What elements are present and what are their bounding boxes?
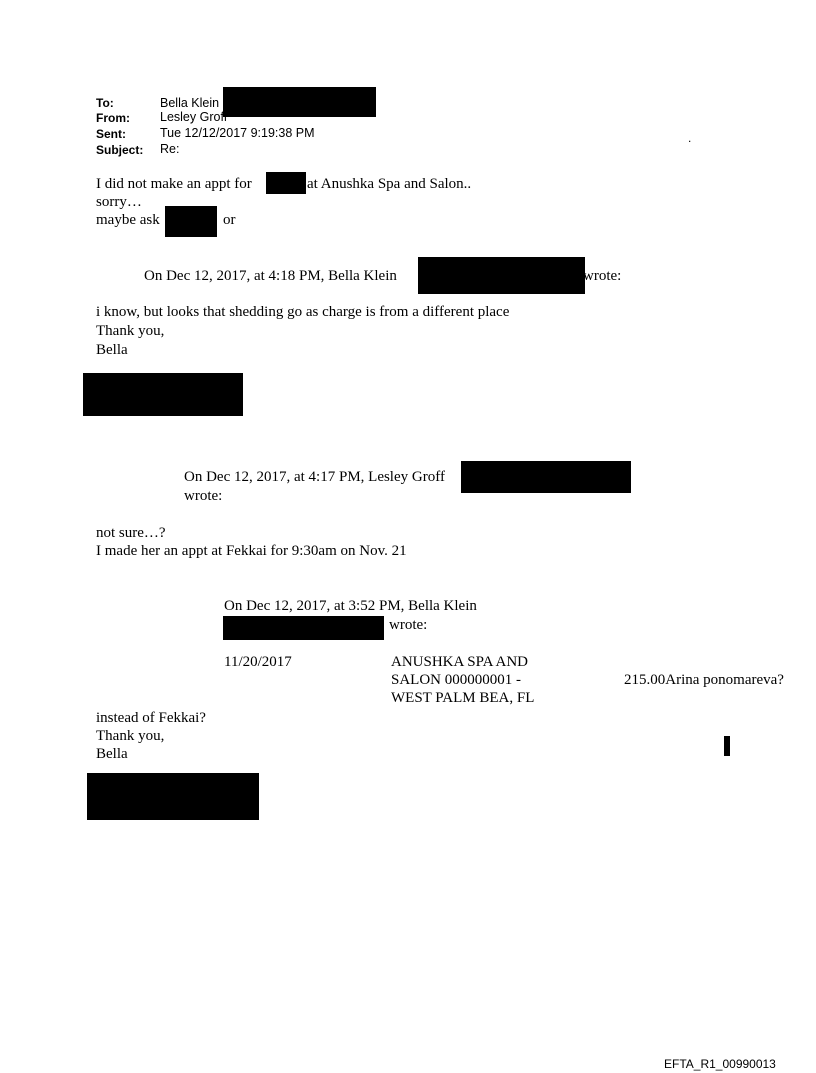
quote2-intro: On Dec 12, 2017, at 4:17 PM, Lesley Groff <box>184 469 445 485</box>
redaction-block <box>165 206 217 237</box>
message1-line1-part1: I did not make an appt for <box>96 176 252 192</box>
transaction-description-line2: SALON 000000001 - <box>391 672 521 688</box>
message1-line1-part2: at Anushka Spa and Salon.. <box>307 176 472 192</box>
message1-line2: sorry… <box>96 194 142 210</box>
message1-line3-part2: or <box>223 212 236 228</box>
quote1-line2: Thank you, <box>96 323 165 339</box>
redaction-block <box>87 773 259 820</box>
quote3-intro: On Dec 12, 2017, at 3:52 PM, Bella Klein <box>224 598 477 614</box>
redaction-block <box>418 257 585 294</box>
quote2-line2: I made her an appt at Fekkai for 9:30am on Nov. 21 <box>96 543 407 559</box>
subject-value: Re: <box>160 142 180 156</box>
quote1-intro: On Dec 12, 2017, at 4:18 PM, Bella Klein <box>144 268 397 284</box>
quote1-intro-wrote: wrote: <box>583 268 622 284</box>
quote3-intro-wrote: wrote: <box>389 617 428 633</box>
quote2-intro-wrote: wrote: <box>184 488 223 504</box>
transaction-description-line1: ANUSHKA SPA AND <box>391 654 528 670</box>
stray-mark: . <box>688 131 692 145</box>
quote3-line1: instead of Fekkai? <box>96 710 206 726</box>
document-id: EFTA_R1_00990013 <box>664 1057 776 1071</box>
redaction-block <box>223 616 384 640</box>
quote1-line3: Bella <box>96 342 128 358</box>
quote2-line1: not sure…? <box>96 525 166 541</box>
subject-label: Subject: <box>96 143 144 157</box>
transaction-date: 11/20/2017 <box>224 654 292 670</box>
transaction-amount-note: 215.00Arina ponomareva? <box>624 672 784 688</box>
redaction-mark <box>724 736 730 756</box>
to-value: Bella Klein <box>160 96 220 110</box>
redaction-block <box>461 461 631 493</box>
sent-value: Tue 12/12/2017 9:19:38 PM <box>160 126 315 140</box>
redaction-block <box>223 87 376 117</box>
message1-line3-part1: maybe ask <box>96 212 160 228</box>
quote1-line1: i know, but looks that shedding go as charge is from a different place <box>96 304 510 320</box>
from-label: From: <box>96 111 130 125</box>
from-value: Lesley Groff <box>160 110 228 124</box>
to-label: To: <box>96 96 114 110</box>
sent-label: Sent: <box>96 127 126 141</box>
quote3-line2: Thank you, <box>96 728 165 744</box>
quote3-line3: Bella <box>96 746 128 762</box>
redaction-block <box>266 172 306 194</box>
redaction-block <box>83 373 243 416</box>
transaction-description-line3: WEST PALM BEA, FL <box>391 690 535 706</box>
